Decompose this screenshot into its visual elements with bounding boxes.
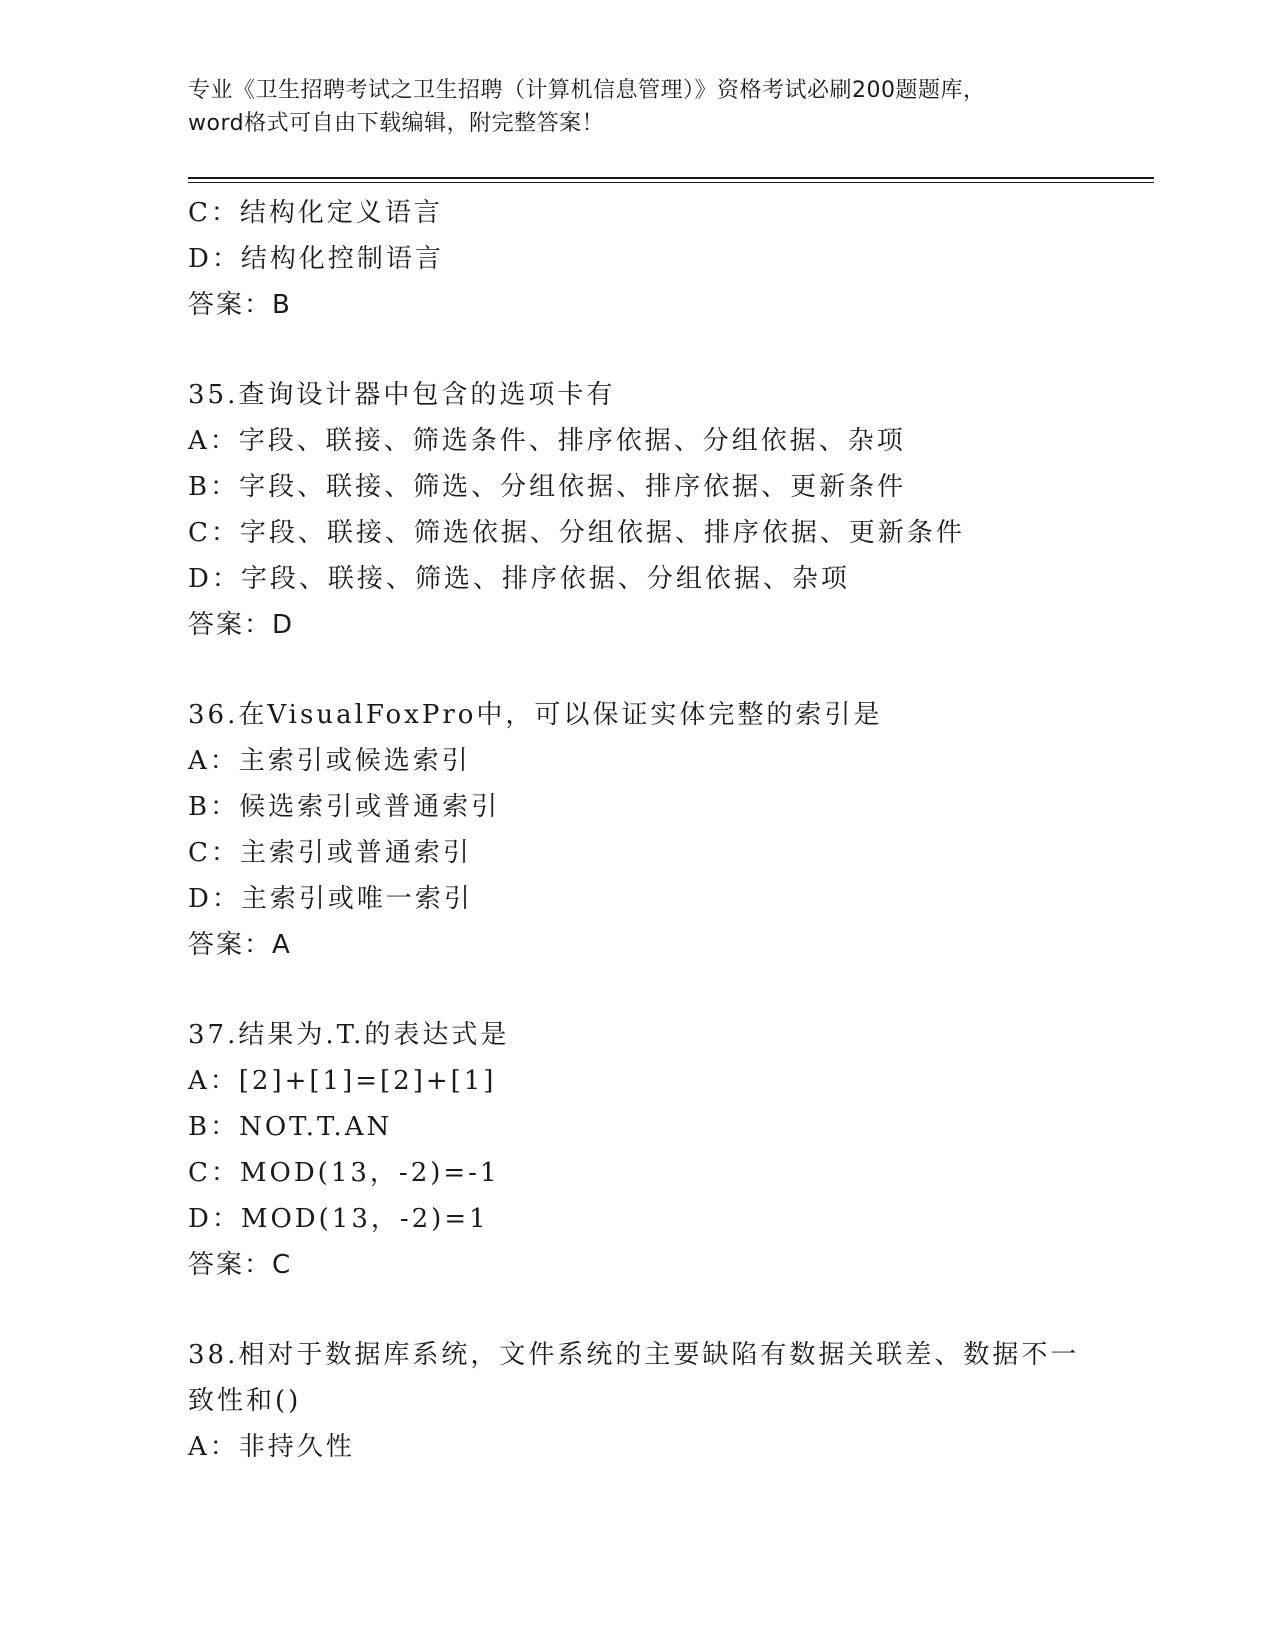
option-b: B：候选索引或普通索引	[188, 792, 501, 822]
spacer	[188, 328, 1148, 372]
answer-label: 答案：B	[188, 290, 292, 320]
question-block-37	[188, 1012, 1148, 1288]
answer-label: 答案：C	[188, 1250, 293, 1280]
header-line-1: 专业《卫生招聘考试之卫生招聘（计算机信息管理）》资格考试必刷200题题库，	[188, 78, 986, 103]
question-stem: 37.结果为.T.的表达式是	[188, 1020, 510, 1050]
option-a: A：[2]+[1]=[2]+[1]	[188, 1066, 497, 1096]
spacer	[188, 968, 1148, 1012]
spacer	[188, 648, 1148, 692]
question-stem: 35.查询设计器中包含的选项卡有	[188, 380, 616, 410]
question-block-34	[188, 190, 1148, 328]
option-d: D：结构化控制语言	[188, 244, 444, 274]
option-c: C：结构化定义语言	[188, 198, 443, 228]
option-c: C：MOD(13，-2)=-1	[188, 1158, 500, 1188]
option-c: C：字段、联接、筛选依据、分组依据、排序依据、更新条件	[188, 518, 965, 548]
option-c: C：主索引或普通索引	[188, 838, 472, 868]
option-d: D：主索引或唯一索引	[188, 884, 473, 914]
option-a: A：字段、联接、筛选条件、排序依据、分组依据、杂项	[188, 426, 906, 456]
header-rule-thin	[188, 182, 1154, 183]
question-block-35	[188, 372, 1148, 648]
option-a: A：非持久性	[188, 1432, 355, 1462]
question-block-38	[188, 1332, 1148, 1470]
document-header	[188, 74, 1148, 140]
answer-label: 答案：A	[188, 930, 292, 960]
spacer	[188, 1288, 1148, 1332]
option-a: A：主索引或候选索引	[188, 746, 471, 776]
option-d: D：MOD(13，-2)=1	[188, 1204, 489, 1234]
question-stem-line-1: 38.相对于数据库系统，文件系统的主要缺陷有数据关联差、数据不一	[188, 1340, 1080, 1370]
answer-label: 答案：D	[188, 610, 295, 640]
option-d: D：字段、联接、筛选、排序依据、分组依据、杂项	[188, 564, 850, 594]
header-line-2: word格式可自由下载编辑，附完整答案！	[188, 111, 605, 136]
question-stem-line-2: 致性和()	[188, 1386, 302, 1416]
question-block-36	[188, 692, 1148, 968]
question-stem: 36.在VisualFoxPro中，可以保证实体完整的索引是	[188, 700, 883, 730]
header-rule-thick	[188, 177, 1154, 179]
question-list	[188, 190, 1148, 1470]
option-b: B：NOT.T.AN	[188, 1112, 393, 1142]
option-b: B：字段、联接、筛选、分组依据、排序依据、更新条件	[188, 472, 907, 502]
